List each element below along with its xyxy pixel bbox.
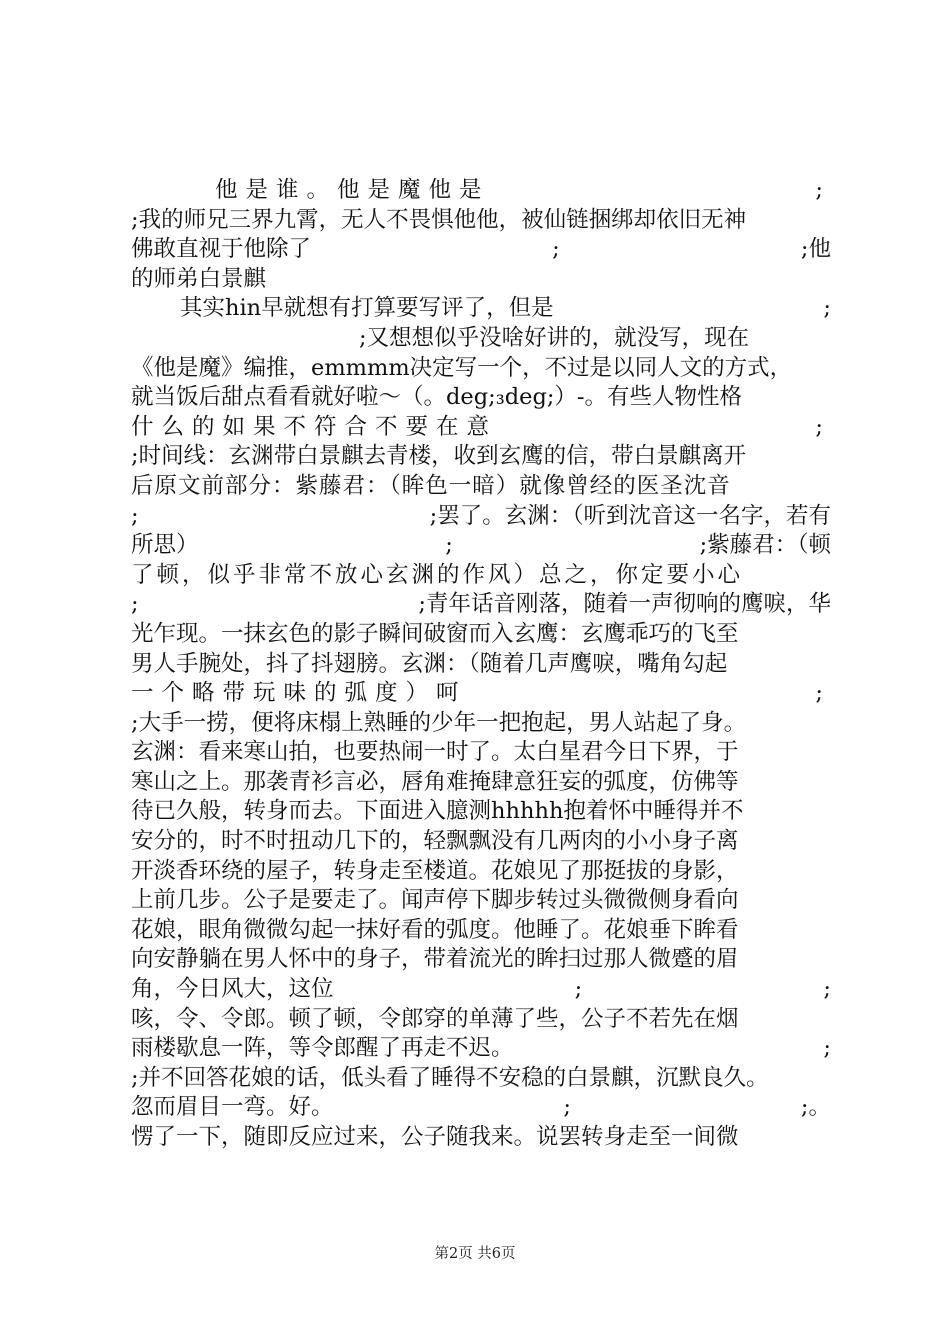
text-segment: 光乍现。一抹玄色的影子瞬间破窗而入玄鹰：玄鹰乖巧的飞至 xyxy=(131,620,739,647)
text-line xyxy=(131,709,831,739)
text-segment: ;又想想似乎没啥好讲的，就没写，现在 xyxy=(359,324,750,351)
text-line xyxy=(131,531,831,561)
text-line xyxy=(131,265,831,295)
text-line xyxy=(131,768,831,798)
text-segment: 待已久般，转身而去。下面进入臆测hhhhh抱着怀中睡得并不 xyxy=(131,798,744,825)
page-footer: 第2页 共6页 xyxy=(434,1246,516,1262)
text-segment: 其实hin早就想有打算要写评了，但是 xyxy=(180,295,554,322)
text-segment: ; xyxy=(815,413,831,440)
text-line xyxy=(131,975,831,1005)
text-segment: ; xyxy=(823,295,831,322)
text-line xyxy=(131,1123,831,1153)
text-segment: ;紫藤君：（顿 xyxy=(699,532,831,559)
text-segment: 愣了一下，随即反应过来，公子随我来。说罢转身走至一间微 xyxy=(131,1124,739,1150)
text-segment: 什么的如果不符合不要在意 xyxy=(131,413,498,440)
text-segment: 开淡香环绕的屋子，转身走至楼道。花娘见了那挺拔的身影， xyxy=(131,857,739,884)
text-segment: 忽而眉目一弯。好。 xyxy=(131,1094,334,1121)
text-segment: ;。 xyxy=(800,1094,831,1121)
text-segment: 所思） xyxy=(131,532,199,559)
text-segment: ; xyxy=(574,976,583,1003)
text-segment: ;罢了。玄渊：（听到沈音这一名字，若有 xyxy=(429,502,831,529)
text-segment: 上前几步。公子是要走了。闻声停下脚步转过头微微侧身看向 xyxy=(131,887,739,914)
text-segment: 就当饭后甜点看看就好啦～（。deg;₃deg;）-。有些人物性格 xyxy=(131,384,743,411)
text-segment: ;他 xyxy=(800,236,831,263)
text-segment: ; xyxy=(445,532,453,559)
text-line xyxy=(131,620,831,650)
text-segment: 玄渊：看来寒山拍，也要热闹一时了。太白星君今日下界，于 xyxy=(131,739,739,766)
text-line xyxy=(131,590,831,620)
text-line xyxy=(131,650,831,680)
text-segment: 角，今日风大，这位 xyxy=(131,976,334,1003)
text-segment: 佛敢直视于他除了 xyxy=(131,236,312,263)
text-segment: ;大手一捞，便将床榻上熟睡的少年一把抱起，男人站起了身。 xyxy=(131,709,747,736)
text-segment: ; xyxy=(131,502,139,529)
text-line xyxy=(131,738,831,768)
text-line xyxy=(131,827,831,857)
text-line xyxy=(131,1064,831,1094)
text-segment: 的师弟白景麒 xyxy=(131,265,267,292)
text-segment: ;并不回答花娘的话，低头看了睡得不安稳的白景麒，沉默良久。 xyxy=(131,1064,769,1091)
text-segment: ; xyxy=(815,177,831,203)
text-segment: ; xyxy=(815,680,831,707)
text-segment: 雨楼歇息一阵，等令郎醒了再走不迟。 xyxy=(131,1035,514,1062)
text-line xyxy=(131,561,831,591)
text-line xyxy=(131,679,831,709)
text-line xyxy=(131,324,831,354)
text-line xyxy=(131,413,831,443)
text-line xyxy=(131,886,831,916)
text-line xyxy=(131,354,831,384)
text-segment: 咳，令、令郎。顿了顿，令郎穿的单薄了些，公子不若先在烟 xyxy=(131,1005,739,1032)
text-line xyxy=(131,472,831,502)
text-segment: ; xyxy=(552,236,560,263)
text-line xyxy=(131,1093,831,1123)
text-line xyxy=(131,442,831,472)
text-segment: 他是谁。他是魔他是 xyxy=(215,177,490,203)
text-segment: ;青年话音刚落，随着一声彻响的鹰唳，华 xyxy=(418,591,831,618)
text-line xyxy=(131,945,831,975)
text-segment: ; xyxy=(823,1035,831,1062)
text-segment: 后原文前部分：紫藤君：（眸色一暗）就像曾经的医圣沈音 xyxy=(131,472,731,499)
text-line xyxy=(131,206,831,236)
body-text xyxy=(131,176,831,1153)
text-line xyxy=(131,857,831,887)
text-segment: ;我的师兄三界九霄，无人不畏惧他他，被仙链捆绑却依旧无神 xyxy=(131,206,747,233)
text-segment: 了顿，似乎非常不放心玄渊的作风）总之，你定要小心 xyxy=(131,561,744,588)
text-segment: ;时间线：玄渊带白景麒去青楼，收到玄鹰的信，带白景麒离开 xyxy=(131,443,747,470)
text-segment: 男人手腕处，抖了抖翅膀。玄渊：（随着几声鹰唳，嘴角勾起 xyxy=(131,650,728,677)
text-line xyxy=(131,1034,831,1064)
text-segment: 花娘，眼角微微勾起一抹好看的弧度。他睡了。花娘垂下眸看 xyxy=(131,916,739,943)
text-line xyxy=(131,176,831,206)
text-segment: ; xyxy=(563,1094,571,1121)
text-line xyxy=(131,294,831,324)
text-line xyxy=(131,235,831,265)
text-segment: 安分的，时不时扭动几下的，轻飘飘没有几两肉的小小身子离 xyxy=(131,828,739,855)
text-line xyxy=(131,383,831,413)
text-segment: 寒山之上。那袭青衫言必，唇角难掩肆意狂妄的弧度，仿佛等 xyxy=(131,768,739,795)
text-segment: ; xyxy=(823,976,831,1003)
text-line xyxy=(131,502,831,532)
text-line xyxy=(131,1005,831,1035)
text-line xyxy=(131,916,831,946)
text-segment: ; xyxy=(131,591,139,618)
text-segment: 一个略带玩味的弧度）呵 xyxy=(131,680,467,707)
text-line xyxy=(131,797,831,827)
text-segment: 向安静躺在男人怀中的身子，带着流光的眸扫过那人微蹙的眉 xyxy=(131,946,739,973)
text-segment: 《他是魔》编推，emmmm决定写一个，不过是以同人文的方式， xyxy=(131,354,793,381)
